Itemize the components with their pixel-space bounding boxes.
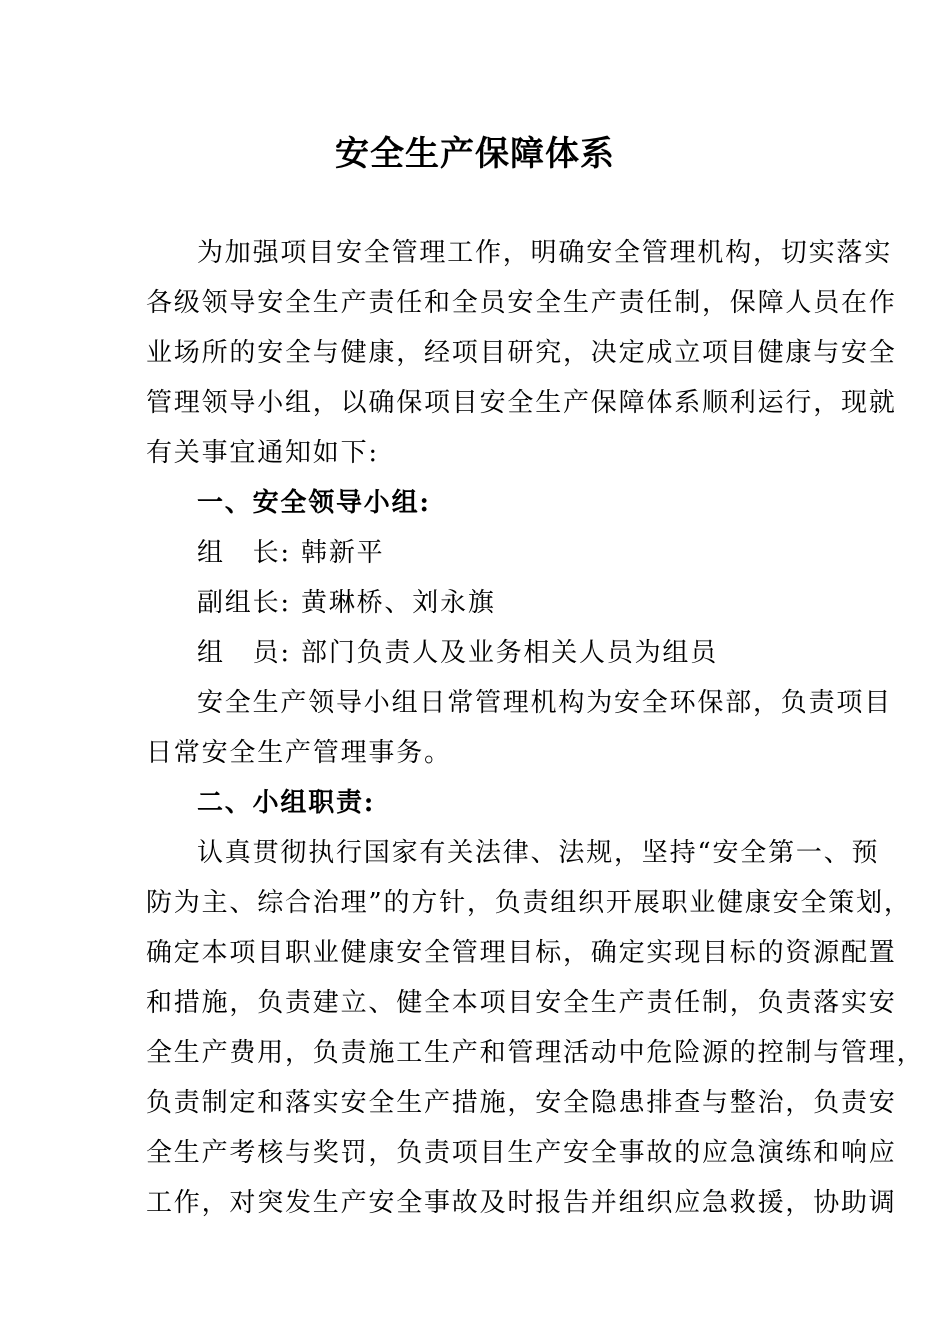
duties-line: 和措施，负责建立、健全本项目安全生产责任制，负责落实安 bbox=[146, 988, 897, 1018]
management-note-line: 安全生产领导小组日常管理机构为安全环保部，负责项目 bbox=[197, 688, 893, 718]
intro-line: 各级领导安全生产责任和全员安全生产责任制，保障人员在作 bbox=[146, 288, 897, 318]
duties-line: 全生产费用，负责施工生产和管理活动中危险源的控制与管理， bbox=[146, 1038, 925, 1068]
intro-line: 管理领导小组，以确保项目安全生产保障体系顺利运行，现就 bbox=[146, 388, 897, 418]
duties-line: 全生产考核与奖罚，负责项目生产安全事故的应急演练和响应 bbox=[146, 1138, 897, 1168]
duties-line: 负责制定和落实安全生产措施，安全隐患排查与整治，负责安 bbox=[146, 1088, 897, 1118]
deputy-leader-line: 副组长: 黄琳桥、刘永旗 bbox=[197, 588, 496, 618]
management-note-line: 日常安全生产管理事务。 bbox=[146, 738, 452, 768]
duties-line: 认真贯彻执行国家有关法律、法规，坚持“安全第一、预 bbox=[197, 838, 880, 868]
duties-line: 确定本项目职业健康安全管理目标，确定实现目标的资源配置 bbox=[146, 938, 897, 968]
members-line: 组 员: 部门负责人及业务相关人员为组员 bbox=[197, 638, 719, 668]
duties-line: 工作，对突发生产安全事故及时报告并组织应急救援，协助调 bbox=[146, 1188, 897, 1218]
group-leader-line: 组 长: 韩新平 bbox=[197, 538, 385, 568]
intro-line: 业场所的安全与健康，经项目研究，决定成立项目健康与安全 bbox=[146, 338, 897, 368]
document-title: 安全生产保障体系 bbox=[335, 134, 615, 174]
intro-line: 有关事宜通知如下: bbox=[146, 438, 379, 468]
duties-line: 防为主、综合治理”的方针，负责组织开展职业健康安全策划， bbox=[146, 888, 912, 918]
section-heading-leadership-group: 一、安全领导小组: bbox=[197, 488, 431, 518]
section-heading-group-duties: 二、小组职责: bbox=[197, 788, 376, 818]
intro-line: 为加强项目安全管理工作，明确安全管理机构，切实落实 bbox=[197, 238, 893, 268]
